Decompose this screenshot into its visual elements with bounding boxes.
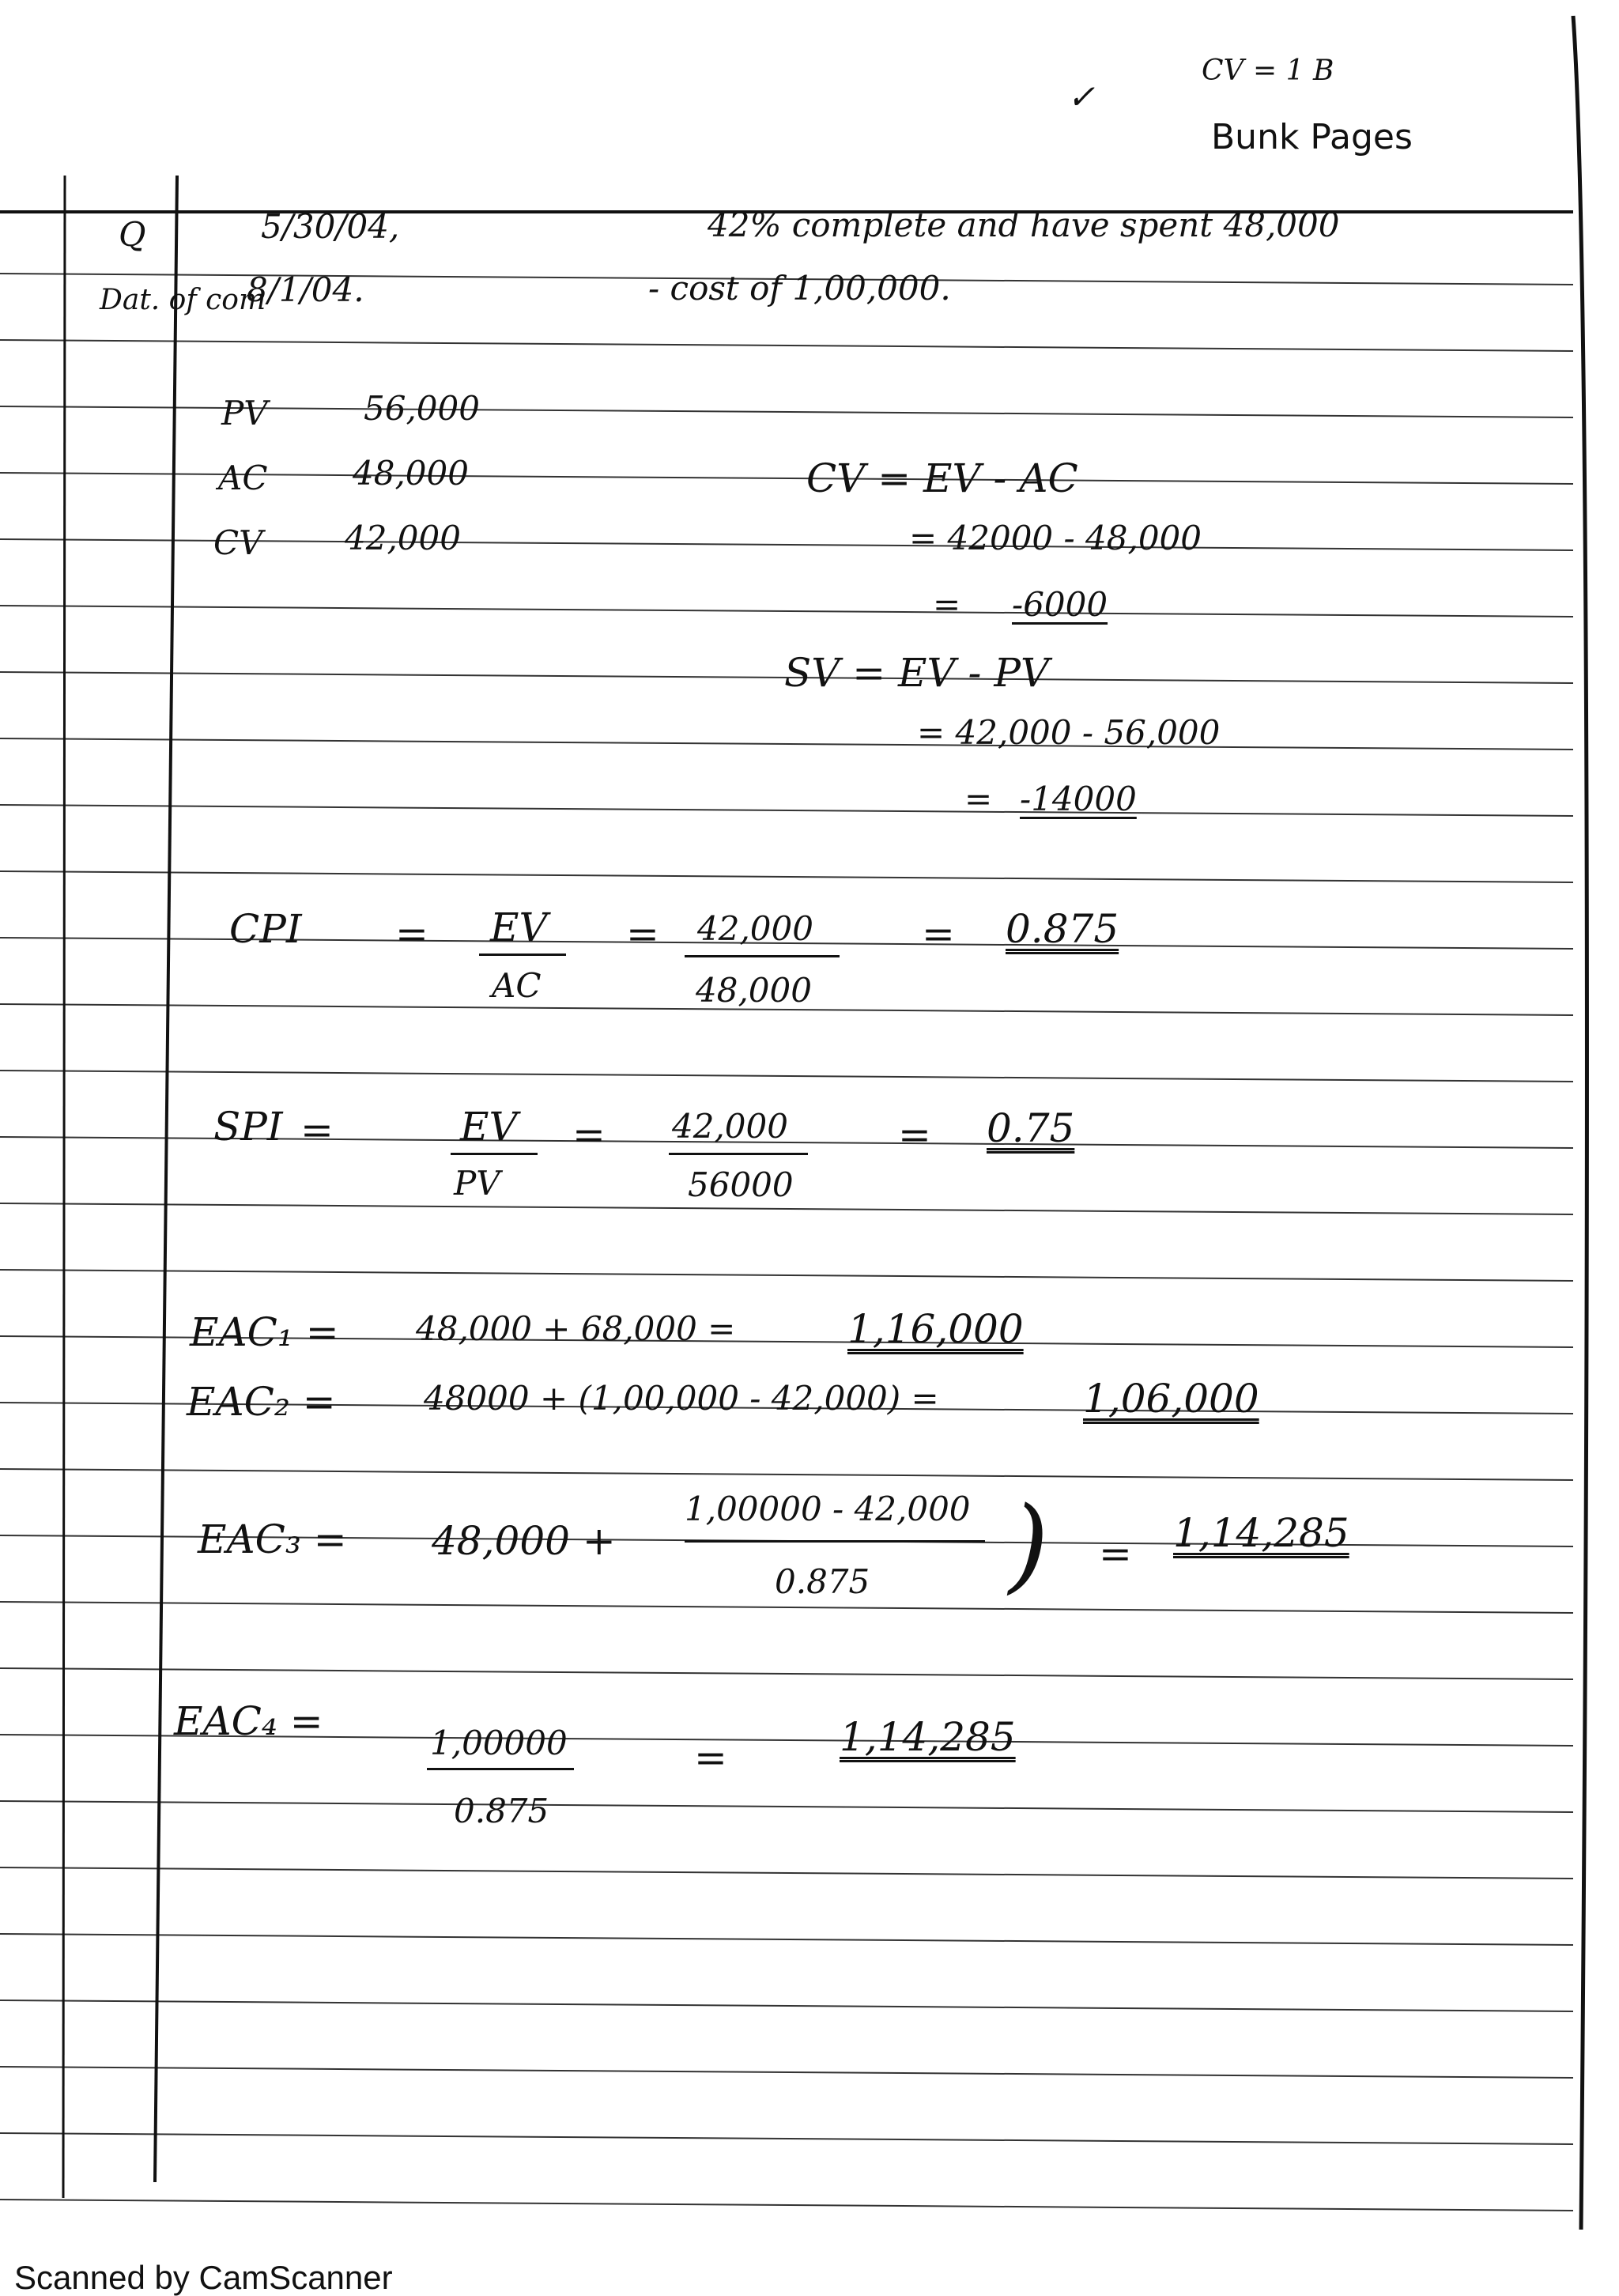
spi-result: 0.75 <box>987 1105 1075 1151</box>
eac4-den: 0.875 <box>454 1792 549 1830</box>
eac2-expr: 48000 + (1,00,000 - 42,000) = <box>424 1379 939 1418</box>
header-title: Bunk Pages <box>1211 117 1413 157</box>
cv-substitution: = 42000 - 48,000 <box>909 519 1202 557</box>
eac4-eq: = <box>694 1735 727 1781</box>
cpi-num: EV <box>490 904 548 950</box>
spi-num2: 42,000 <box>672 1107 788 1146</box>
ruled-line <box>0 606 1573 617</box>
left-border-line <box>63 176 65 2198</box>
cpi-eq2: = <box>626 911 659 957</box>
margin-line <box>155 176 177 2182</box>
ruled-line <box>0 1668 1573 1679</box>
eac3-result: 1,14,285 <box>1173 1510 1349 1556</box>
cpi-den2: 48,000 <box>696 971 812 1010</box>
ruled-line <box>0 1270 1573 1281</box>
sv-substitution: = 42,000 - 56,000 <box>917 713 1221 752</box>
cpi-label: CPI <box>229 906 302 952</box>
spi-den2: 56000 <box>688 1165 794 1204</box>
cpi-den: AC <box>492 966 542 1005</box>
ac-value: 48,000 <box>353 454 469 493</box>
spi-den: PV <box>454 1164 500 1203</box>
spi-num: EV <box>460 1104 518 1150</box>
spi-eq2: = <box>572 1112 606 1157</box>
eac1-label: EAC₁ = <box>190 1309 339 1355</box>
cv-label: CV <box>213 523 263 562</box>
eac3-label: EAC₃ = <box>198 1516 347 1562</box>
cpi-fraction-bar <box>479 954 566 956</box>
cv-result-prefix: = <box>933 585 961 624</box>
ruled-line <box>0 340 1573 351</box>
cv-formula: CV = EV - AC <box>806 455 1078 501</box>
cpi-num2: 42,000 <box>697 909 813 948</box>
cpi-result: 0.875 <box>1006 906 1119 952</box>
ac-label: AC <box>218 459 268 497</box>
pv-value: 56,000 <box>364 389 480 428</box>
spi-label: SPI <box>213 1104 283 1150</box>
ruled-line <box>0 2133 1573 2144</box>
spi-fraction-bar-2 <box>669 1153 808 1155</box>
eac4-result: 1,14,285 <box>840 1714 1016 1760</box>
pv-label: PV <box>221 394 268 432</box>
spi-fraction-bar <box>451 1153 538 1155</box>
eac4-num: 1,00000 <box>430 1724 568 1762</box>
ruled-line <box>0 1071 1573 1082</box>
eac3-expr: 48,000 + <box>432 1518 616 1564</box>
ruled-line <box>0 738 1573 750</box>
spi-eq3: = <box>898 1112 931 1157</box>
eac4-fraction-bar <box>427 1768 574 1770</box>
ruled-line <box>0 2067 1573 2078</box>
question-date: 5/30/04, <box>261 207 400 246</box>
eac3-eq: = <box>1099 1531 1132 1577</box>
ruled-line <box>0 2000 1573 2011</box>
cv-value: 42,000 <box>345 519 461 557</box>
ruled-line <box>0 1801 1573 1812</box>
scanner-watermark: Scanned by CamScanner <box>14 2259 393 2296</box>
eac3-den: 0.875 <box>775 1562 870 1601</box>
right-edge <box>1573 16 1587 2230</box>
eac1-expr: 48,000 + 68,000 = <box>416 1309 736 1348</box>
completion-date-prefix: Dat. of com <box>100 284 266 316</box>
cv-result: -6000 <box>1012 585 1108 624</box>
ruled-line <box>0 1469 1573 1480</box>
check-mark: ✓ <box>1067 77 1096 116</box>
ruled-line <box>0 1867 1573 1879</box>
header-ticks: CV = 1 B <box>1202 55 1334 87</box>
completion-date: 8/1/04. <box>247 270 364 309</box>
ruled-line <box>0 1602 1573 1613</box>
spi-eq: = <box>300 1107 334 1153</box>
cpi-fraction-bar-2 <box>685 955 840 957</box>
eac3-num: 1,00000 - 42,000 <box>685 1490 971 1528</box>
question-status: 42% complete and have spent 48,000 <box>708 206 1340 244</box>
eac2-result: 1,06,000 <box>1083 1376 1259 1422</box>
cpi-eq: = <box>395 911 428 957</box>
budget-text: - cost of 1,00,000. <box>648 269 951 308</box>
sv-result-prefix: = <box>964 780 993 818</box>
ruled-line <box>0 805 1573 816</box>
eac3-fraction-bar <box>685 1540 985 1543</box>
eac2-label: EAC₂ = <box>187 1379 336 1425</box>
ruled-line <box>0 2200 1573 2211</box>
sv-formula: SV = EV - PV <box>784 650 1050 696</box>
sv-result: -14000 <box>1020 780 1137 818</box>
ruled-line <box>0 871 1573 882</box>
eac3-paren: ) <box>1009 1484 1049 1604</box>
eac4-label: EAC₄ = <box>174 1698 323 1744</box>
ruled-line <box>0 1203 1573 1214</box>
eac1-result: 1,16,000 <box>847 1306 1024 1352</box>
cpi-eq3: = <box>922 911 955 957</box>
question-marker: Q <box>119 215 146 254</box>
ruled-line <box>0 1934 1573 1945</box>
